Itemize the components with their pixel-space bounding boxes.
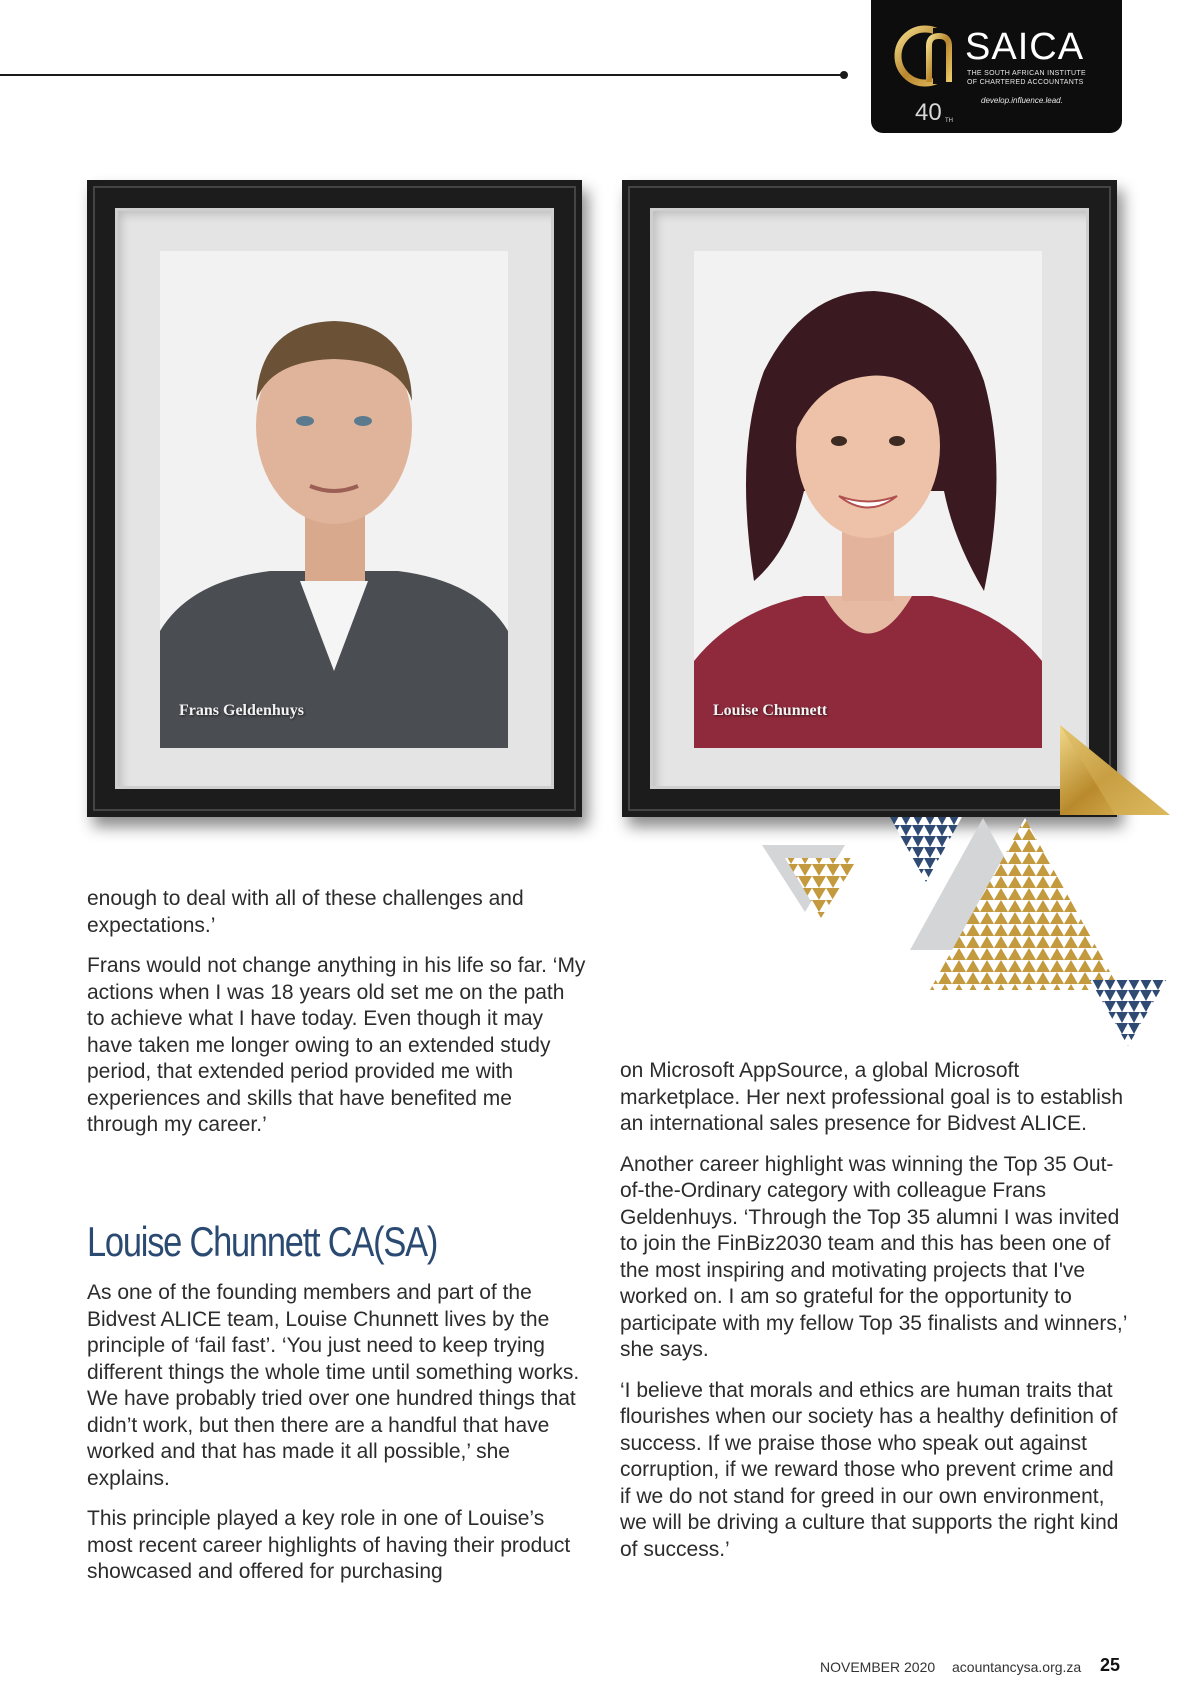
gold-pattern-triangle-large <box>930 818 1120 990</box>
ca-40-logo-mark <box>889 24 969 124</box>
left-column-upper <box>87 886 587 1153</box>
footer-issue-date: NOVEMBER 2020 <box>820 1659 936 1675</box>
portrait-frame-frans <box>87 180 582 817</box>
gold-pattern-triangle-small <box>785 858 858 918</box>
body-paragraph: As one of the founding members and part of the Bidvest ALICE team, Louise Chunnett lives by the principle of ‘fail fast’. ‘You just need to keep trying different things the whole time until something works. We have probably tried over one hundred things that didn’t work, but then there are a handful that have worked and that has made it all possible,’ she explains. <box>87 1281 580 1490</box>
saica-tagline: develop.influence.lead. <box>981 96 1063 105</box>
portrait-photo-louise <box>694 251 1042 748</box>
header-rule-dot <box>840 71 848 79</box>
svg-text:TH: TH <box>945 118 953 124</box>
body-paragraph: Another career highlight was winning the Top 35 Out-of-the-Ordinary category with colleague Frans Geldenhuys. ‘Through the Top 35 alumni I was invited to join the FinBiz2030 team and this has been one of the most inspiring and motivating projects that I've worked on. I am so grateful for the opportunity to participate with my fellow Top 35 finalists and winners,’ she says. <box>620 1152 1127 1361</box>
saica-subtitle-line1: THE SOUTH AFRICAN INSTITUTE <box>967 70 1086 77</box>
navy-pattern-triangle-bottom <box>1090 980 1166 1046</box>
grey-triangle-small <box>762 845 845 912</box>
page-number: 25 <box>1100 1655 1121 1675</box>
left-column-lower <box>87 1280 590 1600</box>
portrait-photo-frans <box>160 251 508 748</box>
header-rule <box>0 74 845 76</box>
photo-caption-frans: Frans Geldenhuys <box>179 702 304 719</box>
body-paragraph: enough to deal with all of these challenges and expectations.’ <box>87 887 524 937</box>
portrait-frame-louise <box>622 180 1117 817</box>
body-paragraph: This principle played a key role in one of Louise’s most recent career highlights of having their product showcased and offered for purchasing <box>87 1507 571 1583</box>
photo-caption-louise: Louise Chunnett <box>713 702 828 719</box>
right-column <box>620 1058 1128 1577</box>
body-paragraph: on Microsoft AppSource, a global Microsoft marketplace. Her next professional goal is to establish an international sales presence for Bidvest ALICE. <box>620 1059 1124 1135</box>
navy-pattern-triangle-top <box>890 817 962 882</box>
body-paragraph: ‘I believe that morals and ethics are human traits that flourishes when our society has a healthy definition of success. If we praise those who speak out against corruption, if we reward those who prevent crime and if we do not stand for greed in our own environment, we will be driving a culture that supports the right kind of success.’ <box>620 1378 1119 1561</box>
svg-text:40: 40 <box>915 99 942 124</box>
saica-wordmark: SAICA <box>965 26 1085 68</box>
section-heading: Louise Chunnett CA(SA) <box>87 1218 438 1265</box>
saica-logo <box>871 0 1122 133</box>
body-paragraph: Frans would not change anything in his life so far. ‘My actions when I was 18 years old set me on the path to achieve what I have today. Even though it may have taken me longer owing to an extended study period, that extended period provided me with experiences and skills that have benefited me through my career.’ <box>87 954 586 1136</box>
grey-triangle-large <box>910 818 1055 950</box>
footer-website: acountancysa.org.za <box>952 1659 1082 1675</box>
saica-subtitle-line2: OF CHARTERED ACCOUNTANTS <box>967 79 1084 86</box>
